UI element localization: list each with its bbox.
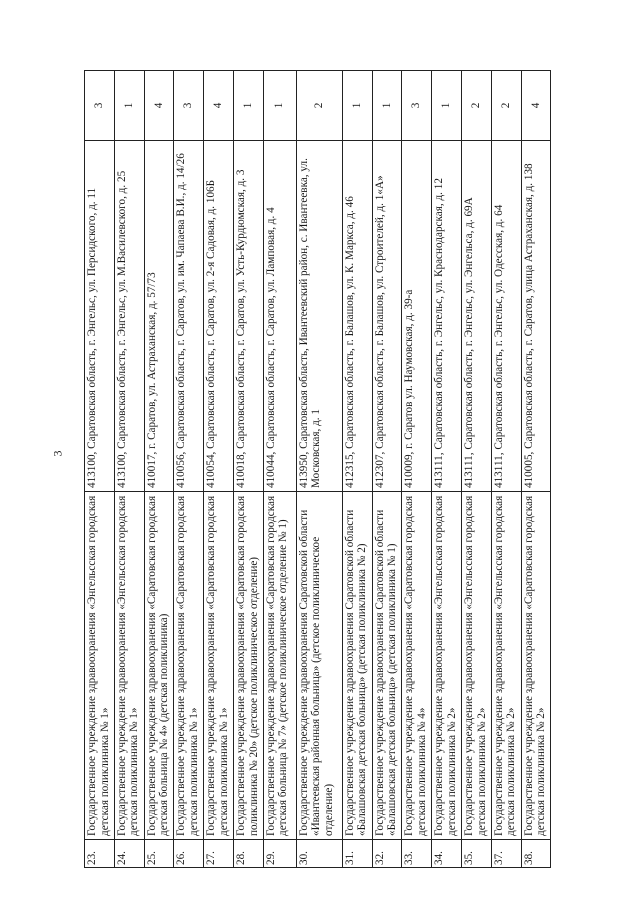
clinics-table <box>84 70 551 868</box>
quantity: 1 <box>432 71 462 141</box>
table-row <box>432 71 462 868</box>
quantity: 3 <box>174 71 204 141</box>
table-row <box>521 71 551 868</box>
institution-name: Государственное учреждение здравоохранения Саратовской области «Ивантеевская районная больница» (детское поликлиническое отделение) <box>296 492 342 840</box>
row-number: 24. <box>114 840 144 868</box>
institution-name: Государственное учреждение здравоохранения «Саратовская городская детская поликлиника № 1» <box>174 492 204 840</box>
row-number: 37. <box>491 840 521 868</box>
quantity: 3 <box>85 71 115 141</box>
institution-name: Государственное учреждение здравоохранения «Саратовская городская детская больница № 7» (детское поликлиническое отделение № 1) <box>263 492 296 840</box>
institution-address: 410018, Саратовская область, г. Саратов, ул. Усть-Курдюмская, д. 3 <box>233 141 263 492</box>
institution-address: 413111, Саратовская область, г. Энгельс, ул. Энгельса, д. 69А <box>461 141 491 492</box>
quantity: 1 <box>342 71 372 141</box>
table-row <box>233 71 263 868</box>
table-row <box>461 71 491 868</box>
row-number: 31. <box>342 840 372 868</box>
institution-address: 413111, Саратовская область, г. Энгельс, ул. Краснодарская, д. 12 <box>432 141 462 492</box>
table-row <box>342 71 372 868</box>
table-row <box>114 71 144 868</box>
quantity: 1 <box>372 71 402 141</box>
institution-name: Государственное учреждение здравоохранения Саратовской области «Балашовская детская больница» (детская поликлиника № 2) <box>342 492 372 840</box>
quantity: 4 <box>521 71 551 141</box>
row-number: 23. <box>85 840 115 868</box>
table-row <box>263 71 296 868</box>
institution-address: 412315, Саратовская область, г. Балашов, ул. К. Маркса, д. 46 <box>342 141 372 492</box>
institution-address: 413111, Саратовская область, г. Энгельс, ул. Одесская, д. 64 <box>491 141 521 492</box>
institution-address: 413100, Саратовская область, г. Энгельс, ул. М.Василевского, д. 25 <box>114 141 144 492</box>
institution-name: Государственное учреждение здравоохранения «Саратовская городская детская поликлиника № 4» <box>402 492 432 840</box>
row-number: 25. <box>144 840 174 868</box>
row-number: 29. <box>263 840 296 868</box>
institution-address: 410005, Саратовская область, г. Саратов, улица Астраханская, д. 138 <box>521 141 551 492</box>
institution-address: 410044, Саратовская область, г. Саратов, ул. Ламповая, д. 4 <box>263 141 296 492</box>
page-number: 3 <box>50 450 65 457</box>
quantity: 1 <box>114 71 144 141</box>
institution-name: Государственное учреждение здравоохранения Саратовской области «Балашовская детская больница» (детская поликлиника № 1) <box>372 492 402 840</box>
institution-address: 410017, г. Саратов, ул. Астраханская, д. 57/73 <box>144 141 174 492</box>
institution-address: 413950, Саратовская область, Ивантеевский район, с. Ивантеевка, ул. Московская, д. 1 <box>296 141 342 492</box>
institution-name: Государственное учреждение здравоохранения «Саратовская городская детская больница № 4» (детская поликлиника) <box>144 492 174 840</box>
institution-name: Государственное учреждение здравоохранения «Саратовская городская поликлиника № 20» (детское поликлиническое отделение) <box>233 492 263 840</box>
quantity: 2 <box>296 71 342 141</box>
institution-name: Государственное учреждение здравоохранения «Энгельсская городская детская поликлиника № 1» <box>85 492 115 840</box>
quantity: 4 <box>144 71 174 141</box>
quantity: 2 <box>491 71 521 141</box>
row-number: 32. <box>372 840 402 868</box>
row-number: 35. <box>461 840 491 868</box>
institution-name: Государственное учреждение здравоохранения «Саратовская городская детская поликлиника № 2» <box>521 492 551 840</box>
quantity: 2 <box>461 71 491 141</box>
rotated-table-container <box>84 71 582 868</box>
institution-name: Государственное учреждение здравоохранения «Энгельсская городская детская поликлиника № 2» <box>491 492 521 840</box>
row-number: 30. <box>296 840 342 868</box>
row-number: 28. <box>233 840 263 868</box>
institution-address: 410054, Саратовская область, г. Саратов, ул. 2-я Садовая, д. 106Б <box>204 141 234 492</box>
table-row <box>296 71 342 868</box>
row-number: 27. <box>204 840 234 868</box>
institution-name: Государственное учреждение здравоохранения «Энгельсская городская детская поликлиника № 1» <box>114 492 144 840</box>
institution-name: Государственное учреждение здравоохранения «Энгельсская городская детская поликлиника № 2» <box>432 492 462 840</box>
table-row <box>85 71 115 868</box>
table-row <box>144 71 174 868</box>
institution-name: Государственное учреждение здравоохранения «Саратовская городская детская поликлиника № 1» <box>204 492 234 840</box>
quantity: 1 <box>233 71 263 141</box>
quantity: 1 <box>263 71 296 141</box>
table-row <box>174 71 204 868</box>
institution-address: 410056, Саратовская область, г. Саратов, ул. им. Чапаева В.И., д. 14/26 <box>174 141 204 492</box>
table-row <box>402 71 432 868</box>
institution-address: 413100, Саратовская область, г. Энгельс, ул. Персидского, д. 11 <box>85 141 115 492</box>
row-number: 38. <box>521 840 551 868</box>
table-row <box>372 71 402 868</box>
institution-name: Государственное учреждение здравоохранения «Энгельсская городская детская поликлиника № 2» <box>461 492 491 840</box>
institution-address: 412307, Саратовская область, г. Балашов, ул. Строителей, д. 1«А» <box>372 141 402 492</box>
quantity: 3 <box>402 71 432 141</box>
table-row <box>491 71 521 868</box>
institution-address: 410009, г. Саратов ул. Наумовская, д. 39-а <box>402 141 432 492</box>
row-number: 33. <box>402 840 432 868</box>
row-number: 34. <box>432 840 462 868</box>
table-row <box>204 71 234 868</box>
row-number: 26. <box>174 840 204 868</box>
quantity: 4 <box>204 71 234 141</box>
